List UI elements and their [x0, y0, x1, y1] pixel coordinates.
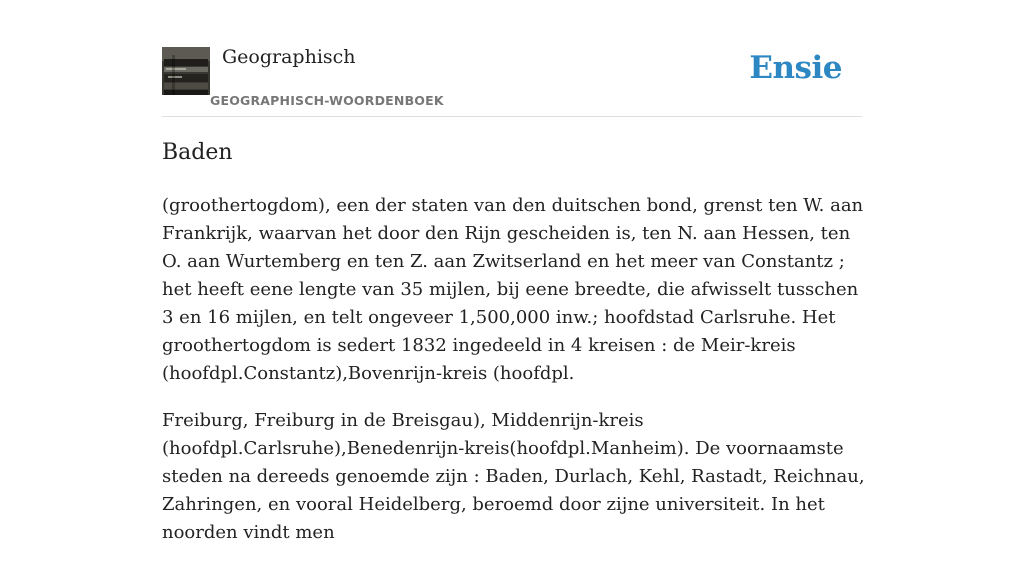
entry-title: Baden	[162, 140, 233, 165]
entry-body	[162, 192, 867, 566]
source-title[interactable]: Geographisch	[222, 46, 356, 68]
entry-paragraph: Freiburg, Freiburg in de Breisgau), Middenrijn-kreis (hoofdpl.Carlsruhe),Benedenrijn-kreis(hoofdpl.Manheim). De voornaamste steden na dereeds genoemde zijn : Baden, Durlach, Kehl, Rastadt, Reichnau, Zahringen, en vooral Heidelberg, beroemd door zijne universiteit. In het noorden vindt men	[162, 410, 865, 543]
source-header	[162, 46, 862, 117]
entry-paragraph: (groothertogdom), een der staten van den duitschen bond, grenst ten W. aan Frankrijk, waarvan het door den Rijn gescheiden is, ten N. aan Hessen, ten O. aan Wurtemberg en ten Z. aan Zwitserland en het meer van Constantz ; het heeft eene lengte van 35 mijlen, bij eene breedte, die afwisselt tusschen 3 en 16 mijlen, en telt ongeveer 1,500,000 inw.; hoofdstad Carlsruhe. Het groothertogdom is sedert 1832 ingedeeld in 4 kreisen : de Meir-kreis (hoofdpl.Constantz),Bovenrijn-kreis (hoofdpl.	[162, 195, 864, 384]
ensie-logo-link[interactable]: Ensie	[749, 50, 842, 86]
source-subtitle[interactable]: GEOGRAPHISCH-WOORDENBOEK	[210, 93, 444, 108]
source-avatar[interactable]	[162, 47, 210, 95]
book-spines-icon	[162, 47, 210, 95]
